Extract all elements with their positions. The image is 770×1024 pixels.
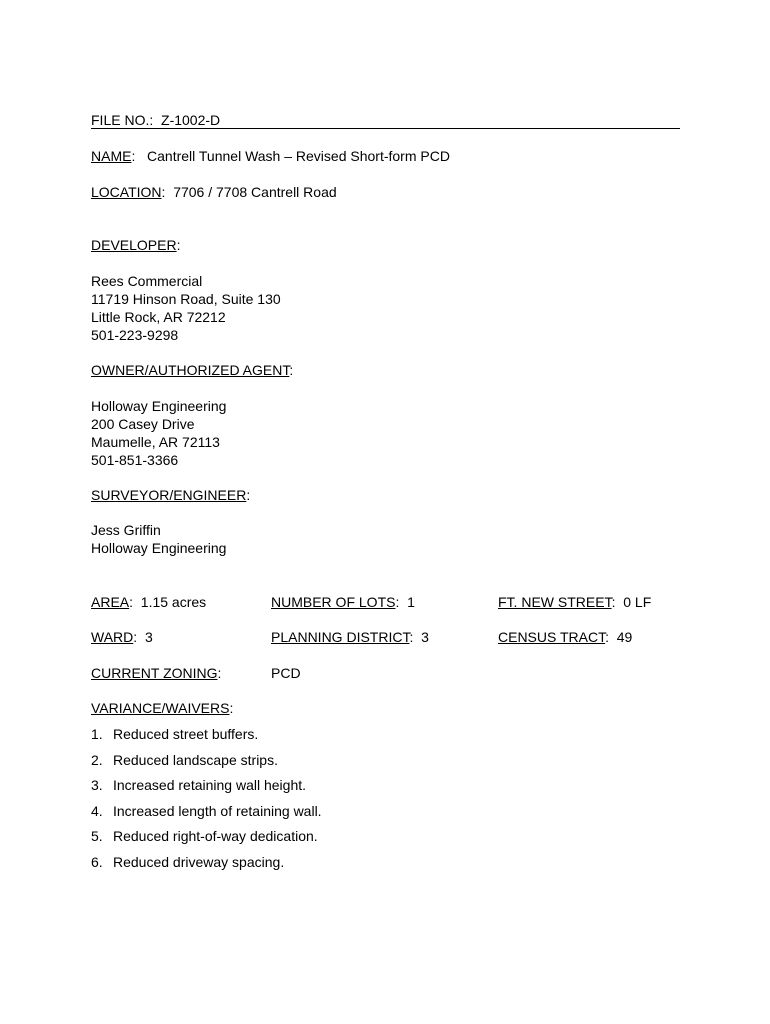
list-item-number: 6. — [91, 853, 103, 870]
name-label: NAME — [91, 148, 132, 164]
file-number-line — [91, 111, 680, 129]
location-line: LOCATION: 7706 / 7708 Cantrell Road — [91, 184, 337, 200]
list-item — [91, 725, 322, 751]
list-item — [91, 853, 322, 879]
list-item — [91, 776, 322, 802]
list-item-number: 1. — [91, 726, 103, 742]
variances-label: VARIANCE/WAIVERS — [91, 700, 230, 716]
owner-heading: OWNER/AUTHORIZED AGENT: — [91, 362, 294, 378]
list-item — [91, 802, 322, 828]
census-tract-field: CENSUS TRACT: 49 — [498, 629, 633, 645]
ward-value: 3 — [144, 629, 153, 645]
owner-line: Holloway Engineering — [91, 398, 227, 414]
developer-line: 11719 Hinson Road, Suite 130 — [91, 291, 281, 307]
area-field: AREA: 1.15 acres — [91, 594, 207, 610]
number-of-lots-label: NUMBER OF LOTS — [271, 594, 396, 610]
planning-district-value: 3 — [421, 629, 429, 645]
developer-line: Rees Commercial — [91, 273, 203, 289]
ward-label: WARD — [91, 629, 134, 645]
owner-line: Maumelle, AR 72113 — [91, 434, 220, 450]
list-item-text: Reduced right-of-way dedication. — [113, 828, 318, 845]
list-item-number: 2. — [91, 751, 103, 768]
list-item — [91, 827, 322, 853]
list-item-text: Reduced driveway spacing. — [113, 853, 285, 870]
developer-heading: DEVELOPER: — [91, 237, 181, 253]
owner-line: 501-851-3366 — [91, 452, 179, 468]
list-item-text: Reduced street buffers. — [113, 726, 259, 742]
surveyor-heading: SURVEYOR/ENGINEER: — [91, 487, 251, 503]
planning-district-label: PLANNING DISTRICT — [271, 629, 410, 645]
owner-address — [91, 397, 226, 469]
list-item-number: 4. — [91, 802, 103, 819]
current-zoning-value: PCD — [271, 665, 301, 681]
number-of-lots-field: NUMBER OF LOTS: 1 — [271, 594, 415, 610]
file-number-label: FILE NO.: — [91, 112, 154, 128]
current-zoning-field: CURRENT ZONING: — [91, 665, 222, 681]
location-label: LOCATION — [91, 184, 162, 200]
developer-address — [91, 272, 281, 344]
new-street-field: FT. NEW STREET: 0 LF — [498, 594, 652, 610]
variances-list — [91, 725, 322, 879]
census-tract-label: CENSUS TRACT — [498, 629, 606, 645]
area-label: AREA — [91, 594, 130, 610]
developer-line: Little Rock, AR 72212 — [91, 309, 226, 325]
file-number-value: Z-1002-D — [161, 112, 221, 128]
owner-label: OWNER/AUTHORIZED AGENT — [91, 362, 290, 378]
surveyor-label: SURVEYOR/ENGINEER — [91, 487, 247, 503]
owner-line: 200 Casey Drive — [91, 416, 195, 432]
developer-label: DEVELOPER — [91, 237, 177, 253]
surveyor-address — [91, 521, 226, 557]
ward-field: WARD: 3 — [91, 629, 153, 645]
location-value: 7706 / 7708 Cantrell Road — [173, 184, 337, 200]
list-item-text: Reduced landscape strips. — [113, 751, 278, 768]
new-street-value: 0 LF — [623, 594, 652, 610]
name-line: NAME: Cantrell Tunnel Wash – Revised Short-form PCD — [91, 148, 450, 164]
new-street-label: FT. NEW STREET — [498, 594, 612, 610]
list-item — [91, 751, 322, 777]
planning-district-field: PLANNING DISTRICT: 3 — [271, 629, 429, 645]
name-value: Cantrell Tunnel Wash – Revised Short-form PCD — [147, 148, 450, 164]
surveyor-line: Holloway Engineering — [91, 540, 227, 556]
list-item-text: Increased length of retaining wall. — [113, 802, 322, 819]
developer-line: 501-223-9298 — [91, 327, 179, 343]
number-of-lots-value: 1 — [407, 594, 415, 610]
surveyor-line: Jess Griffin — [91, 522, 161, 538]
variances-heading: VARIANCE/WAIVERS: — [91, 700, 234, 716]
current-zoning-label: CURRENT ZONING — [91, 665, 218, 681]
list-item-number: 3. — [91, 777, 103, 794]
list-item-number: 5. — [91, 828, 103, 845]
list-item-text: Increased retaining wall height. — [113, 777, 307, 794]
census-tract-value: 49 — [616, 629, 633, 645]
area-value: 1.15 acres — [140, 594, 207, 610]
